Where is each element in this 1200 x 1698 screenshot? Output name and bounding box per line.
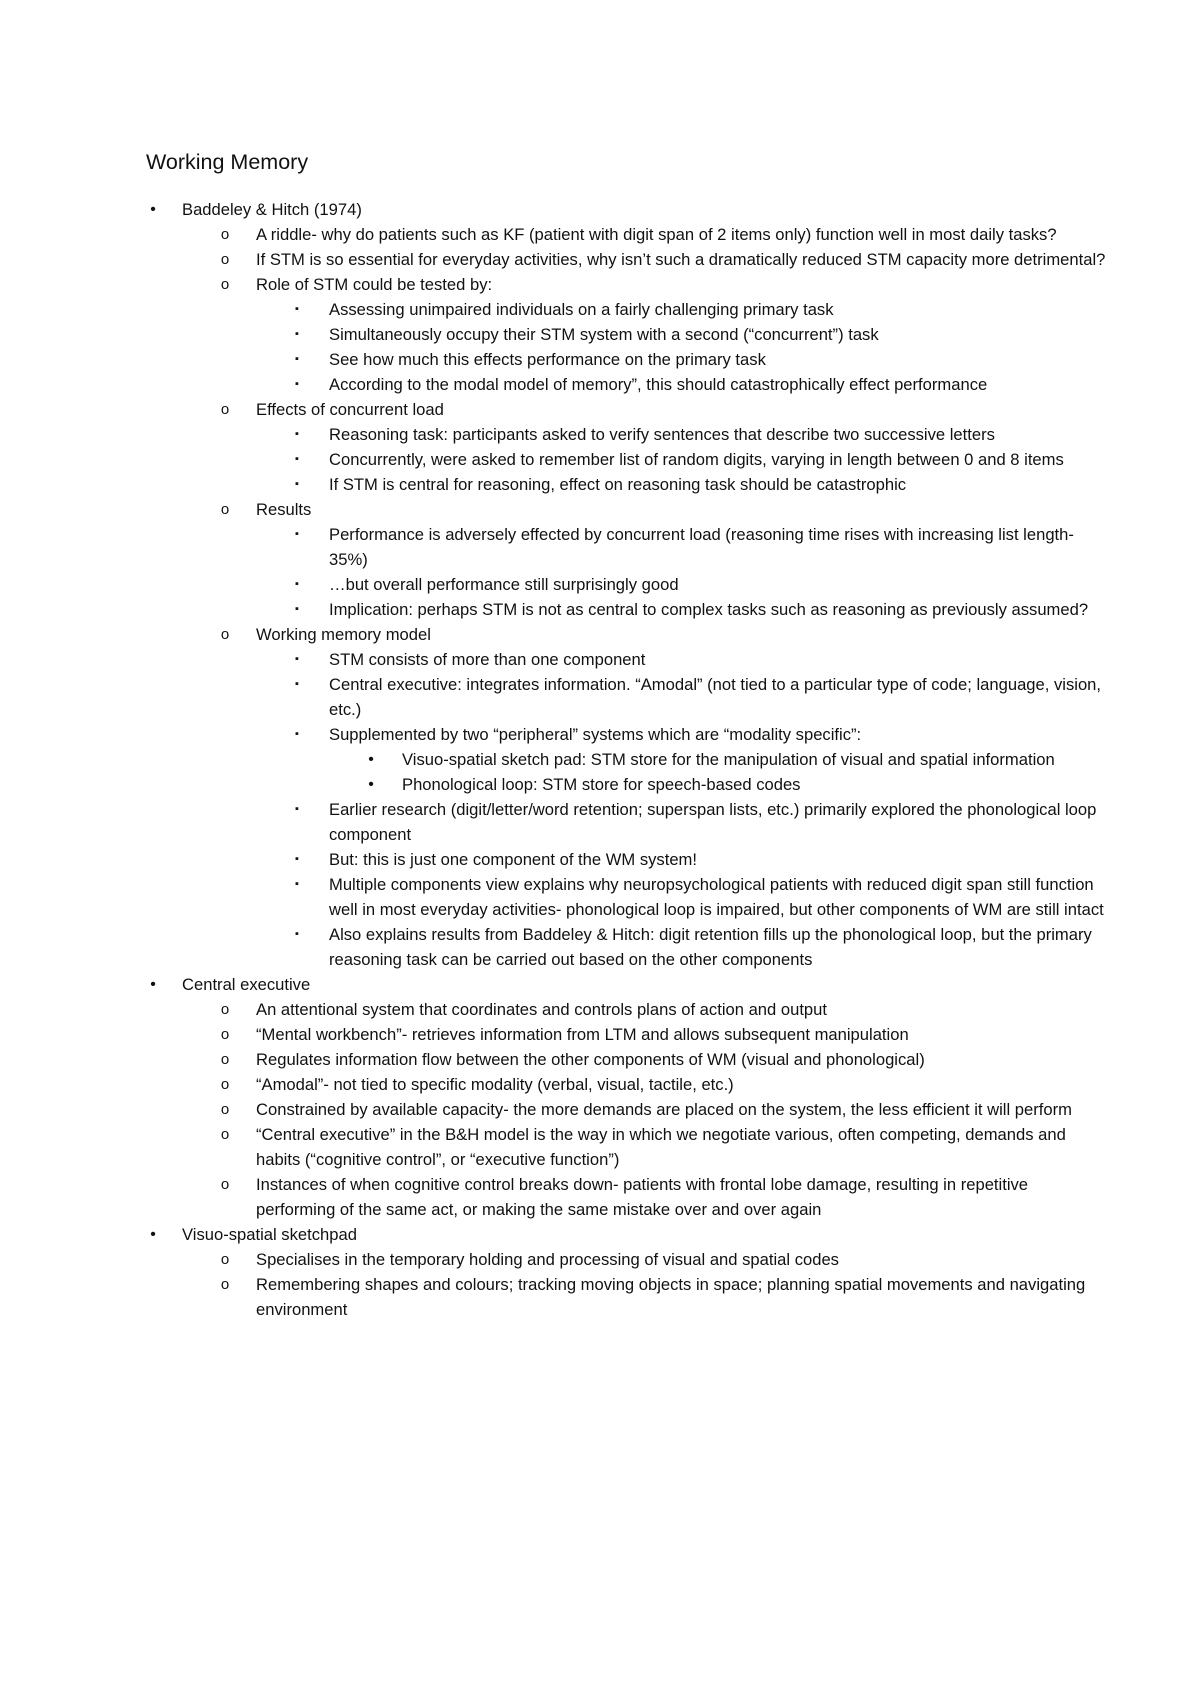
document-title: Working Memory <box>146 150 309 174</box>
list-item-text: Multiple components view explains why neuropsychological patients with reduced digit span still function well in most everyday activities- phonological loop is impaired, but other components of WM are still intact <box>329 875 1104 919</box>
list-item-text: Performance is adversely effected by concurrent load (reasoning time rises with increasing list length- 35%) <box>329 525 1074 569</box>
hollow-bullet-icon: o <box>220 276 230 293</box>
list-item-text: Instances of when cognitive control breaks down- patients with frontal lobe damage, resulting in repetitive performing of the same act, or making the same mistake over and over again <box>256 1175 1029 1219</box>
square-bullet-icon: ▪ <box>295 603 299 615</box>
list-item-level-2 <box>146 497 1106 522</box>
list-item-text: Phonological loop: STM store for speech-based codes <box>402 775 801 794</box>
list-item-text: If STM is so essential for everyday activities, why isn’t such a dramatically reduced STM capacity more detrimental? <box>256 250 1106 269</box>
list-item-level-2 <box>146 247 1106 272</box>
square-bullet-icon: ▪ <box>295 528 299 540</box>
list-item-text: Regulates information flow between the other components of WM (visual and phonological) <box>256 1050 925 1069</box>
square-bullet-icon: ▪ <box>295 803 299 815</box>
square-bullet-icon: ▪ <box>295 353 299 365</box>
list-item-level-2 <box>146 622 1106 647</box>
list-item-level-3 <box>146 372 1106 397</box>
list-item-text: Implication: perhaps STM is not as central to complex tasks such as reasoning as previously assumed? <box>329 600 1089 619</box>
list-item-level-2 <box>146 222 1106 247</box>
list-item-level-2 <box>146 1072 1106 1097</box>
hollow-bullet-icon: o <box>220 1251 230 1268</box>
square-bullet-icon: ▪ <box>295 478 299 490</box>
hollow-bullet-icon: o <box>220 1051 230 1068</box>
list-item-level-3 <box>146 597 1106 622</box>
square-bullet-icon: ▪ <box>295 653 299 665</box>
list-item-level-4 <box>146 772 1106 797</box>
list-item-level-1 <box>146 1222 1106 1247</box>
list-item-text: Reasoning task: participants asked to verify sentences that describe two successive letters <box>329 425 995 444</box>
list-item-text: Effects of concurrent load <box>256 400 444 419</box>
list-item-text: Concurrently, were asked to remember list of random digits, varying in length between 0 and 8 items <box>329 450 1064 469</box>
list-item-level-2 <box>146 1097 1106 1122</box>
list-item-level-3 <box>146 447 1106 472</box>
list-item-text: But: this is just one component of the WM system! <box>329 850 697 869</box>
square-bullet-icon: ▪ <box>295 378 299 390</box>
list-item-level-3 <box>146 847 1106 872</box>
list-item-text: Remembering shapes and colours; tracking moving objects in space; planning spatial movements and navigating environment <box>256 1275 1086 1319</box>
bullet-icon: • <box>368 751 374 768</box>
list-item-level-2 <box>146 1272 1106 1322</box>
hollow-bullet-icon: o <box>220 1126 230 1143</box>
bullet-icon: • <box>150 976 156 993</box>
list-item-text: See how much this effects performance on the primary task <box>329 350 766 369</box>
list-item-level-3 <box>146 647 1106 672</box>
square-bullet-icon: ▪ <box>295 578 299 590</box>
list-item-level-4 <box>146 747 1106 772</box>
hollow-bullet-icon: o <box>220 1276 230 1293</box>
list-item-level-2 <box>146 1047 1106 1072</box>
list-item-level-2 <box>146 997 1106 1022</box>
list-item-text: Specialises in the temporary holding and processing of visual and spatial codes <box>256 1250 839 1269</box>
hollow-bullet-icon: o <box>220 401 230 418</box>
square-bullet-icon: ▪ <box>295 928 299 940</box>
list-item-level-3 <box>146 297 1106 322</box>
square-bullet-icon: ▪ <box>295 853 299 865</box>
list-item-level-3 <box>146 572 1106 597</box>
square-bullet-icon: ▪ <box>295 878 299 890</box>
list-item-level-3 <box>146 347 1106 372</box>
list-item-text: “Central executive” in the B&H model is the way in which we negotiate various, often competing, demands and habits (“cognitive control”, or “executive function”) <box>256 1125 1066 1169</box>
list-item-text: An attentional system that coordinates and controls plans of action and output <box>256 1000 828 1019</box>
list-item-text: Supplemented by two “peripheral” systems which are “modality specific”: <box>329 725 862 744</box>
square-bullet-icon: ▪ <box>295 428 299 440</box>
hollow-bullet-icon: o <box>220 226 230 243</box>
hollow-bullet-icon: o <box>220 251 230 268</box>
hollow-bullet-icon: o <box>220 1076 230 1093</box>
square-bullet-icon: ▪ <box>295 328 299 340</box>
list-item-text: A riddle- why do patients such as KF (patient with digit span of 2 items only) function well in most daily tasks? <box>256 225 1057 244</box>
square-bullet-icon: ▪ <box>295 303 299 315</box>
list-item-text: Earlier research (digit/letter/word retention; superspan lists, etc.) primarily explored the phonological loop component <box>329 800 1097 844</box>
list-item-text: Working memory model <box>256 625 431 644</box>
square-bullet-icon: ▪ <box>295 678 299 690</box>
hollow-bullet-icon: o <box>220 1101 230 1118</box>
square-bullet-icon: ▪ <box>295 728 299 740</box>
list-item-text: STM consists of more than one component <box>329 650 646 669</box>
list-item-level-3 <box>146 722 1106 747</box>
list-item-level-1 <box>146 972 1106 997</box>
list-item-text: Central executive: integrates information. “Amodal” (not tied to a particular type of code; language, vision, etc.) <box>329 675 1102 719</box>
list-item-text: Central executive <box>182 975 311 994</box>
bullet-icon: • <box>150 201 156 218</box>
square-bullet-icon: ▪ <box>295 453 299 465</box>
list-item-text: …but overall performance still surprisingly good <box>329 575 679 594</box>
list-item-text: Visuo-spatial sketch pad: STM store for the manipulation of visual and spatial information <box>402 750 1055 769</box>
list-item-level-3 <box>146 522 1106 572</box>
list-item-text: Assessing unimpaired individuals on a fairly challenging primary task <box>329 300 834 319</box>
list-item-text: If STM is central for reasoning, effect on reasoning task should be catastrophic <box>329 475 907 494</box>
list-item-text: Simultaneously occupy their STM system with a second (“concurrent”) task <box>329 325 879 344</box>
list-item-text: Baddeley & Hitch (1974) <box>182 200 362 219</box>
list-item-text: “Mental workbench”- retrieves information from LTM and allows subsequent manipulation <box>256 1025 909 1044</box>
list-item-level-3 <box>146 922 1106 972</box>
list-item-text: “Amodal”- not tied to specific modality (verbal, visual, tactile, etc.) <box>256 1075 734 1094</box>
list-item-level-2 <box>146 272 1106 297</box>
list-item-level-3 <box>146 422 1106 447</box>
list-item-level-3 <box>146 872 1106 922</box>
hollow-bullet-icon: o <box>220 626 230 643</box>
list-item-text: Role of STM could be tested by: <box>256 275 493 294</box>
bullet-outline <box>146 197 1106 1322</box>
list-item-level-3 <box>146 322 1106 347</box>
hollow-bullet-icon: o <box>220 1176 230 1193</box>
list-item-text: According to the modal model of memory”, this should catastrophically effect performance <box>329 375 988 394</box>
list-item-text: Visuo-spatial sketchpad <box>182 1225 357 1244</box>
hollow-bullet-icon: o <box>220 501 230 518</box>
list-item-text: Also explains results from Baddeley & Hitch: digit retention fills up the phonological loop, but the primary reasoning task can be carried out based on the other components <box>329 925 1092 969</box>
bullet-icon: • <box>368 776 374 793</box>
hollow-bullet-icon: o <box>220 1026 230 1043</box>
list-item-level-2 <box>146 1122 1106 1172</box>
bullet-icon: • <box>150 1226 156 1243</box>
hollow-bullet-icon: o <box>220 1001 230 1018</box>
list-item-level-3 <box>146 797 1106 847</box>
list-item-text: Constrained by available capacity- the more demands are placed on the system, the less efficient it will perform <box>256 1100 1072 1119</box>
document-page <box>146 146 1106 1322</box>
list-item-level-1 <box>146 197 1106 222</box>
list-item-level-2 <box>146 1172 1106 1222</box>
list-item-level-3 <box>146 672 1106 722</box>
list-item-text: Results <box>256 500 312 519</box>
list-item-level-2 <box>146 1022 1106 1047</box>
list-item-level-2 <box>146 1247 1106 1272</box>
list-item-level-3 <box>146 472 1106 497</box>
list-item-level-2 <box>146 397 1106 422</box>
